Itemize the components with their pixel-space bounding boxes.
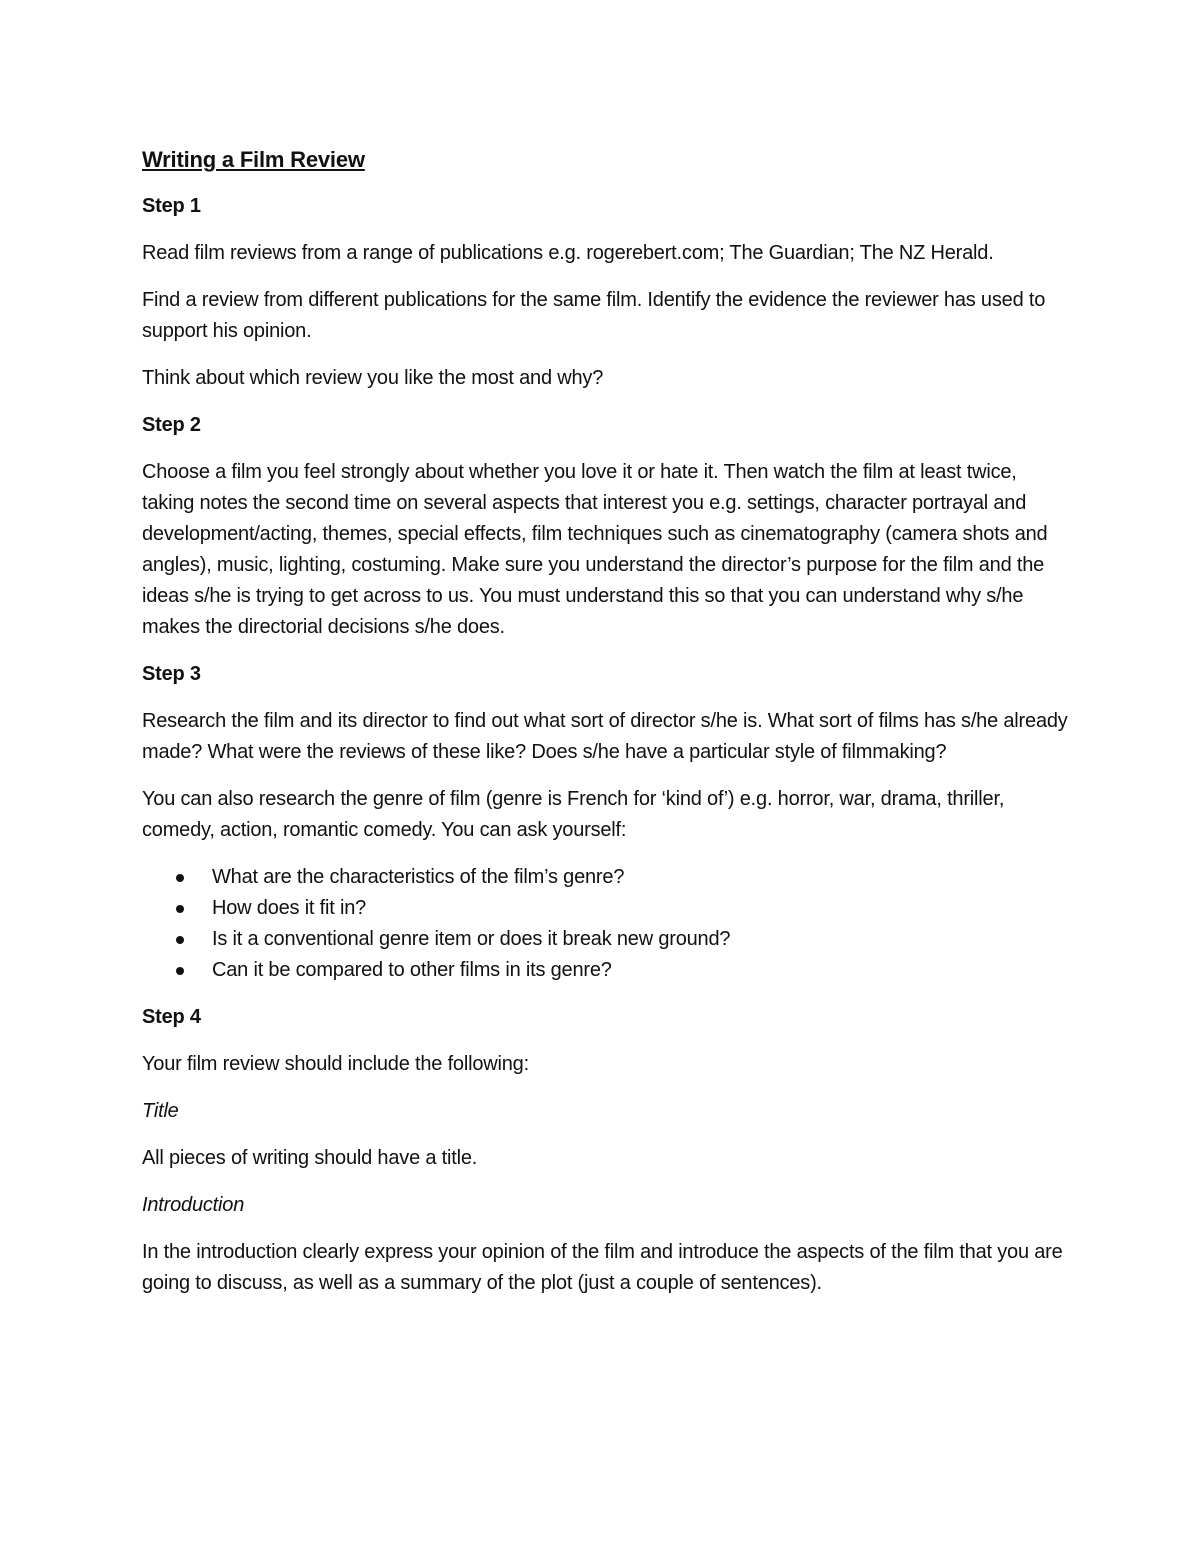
step-4-heading: Step 4 bbox=[142, 1006, 201, 1028]
page-title: Writing a Film Review bbox=[142, 147, 365, 172]
step-1-paragraph-3: Think about which review you like the most and why? bbox=[142, 367, 604, 389]
step-1-heading: Step 1 bbox=[142, 195, 201, 217]
list-item bbox=[142, 924, 1072, 955]
introduction-description: In the introduction clearly express your opinion of the film and introduce the aspects of the film that you are going to discuss, as well as a summary of the plot (just a couple of sentences). bbox=[142, 1241, 1063, 1294]
bullet-icon bbox=[176, 936, 184, 944]
list-item-text: What are the characteristics of the film’s genre? bbox=[212, 866, 625, 888]
bullet-icon bbox=[176, 967, 184, 975]
step-4-paragraph-1: Your film review should include the following: bbox=[142, 1053, 529, 1075]
title-description: All pieces of writing should have a title. bbox=[142, 1147, 478, 1169]
list-item bbox=[142, 862, 1072, 893]
list-item bbox=[142, 893, 1072, 924]
document-body bbox=[142, 144, 1072, 1315]
subheading-title: Title bbox=[142, 1100, 179, 1122]
bullet-icon bbox=[176, 874, 184, 882]
step-1-paragraph-2: Find a review from different publications for the same film. Identify the evidence the reviewer has used to support his opinion. bbox=[142, 289, 1046, 342]
list-item bbox=[142, 955, 1072, 986]
step-3-paragraph-1: Research the film and its director to find out what sort of director s/he is. What sort of films has s/he already made? What were the reviews of these like? Does s/he have a particular style of filmmaking? bbox=[142, 710, 1068, 763]
subheading-introduction: Introduction bbox=[142, 1194, 245, 1216]
step-2-paragraph-1: Choose a film you feel strongly about whether you love it or hate it. Then watch the film at least twice, taking notes the second time on several aspects that interest you e.g. settings, character portrayal and development/acting, themes, special effects, film techniques such as cinematography (camera shots and angles), music, lighting, costuming. Make sure you understand the director’s purpose for the film and the ideas s/he is trying to get across to us. You must understand this so that you can understand why s/he makes the directorial decisions s/he does. bbox=[142, 461, 1048, 638]
step-3-heading: Step 3 bbox=[142, 663, 201, 685]
list-item-text: Can it be compared to other films in its genre? bbox=[212, 959, 612, 981]
list-item-text: Is it a conventional genre item or does it break new ground? bbox=[212, 928, 731, 950]
step-3-paragraph-2: You can also research the genre of film (genre is French for ‘kind of’) e.g. horror, war, drama, thriller, comedy, action, romantic comedy. You can ask yourself: bbox=[142, 788, 1005, 841]
step-1-paragraph-1: Read film reviews from a range of publications e.g. rogerebert.com; The Guardian; The NZ Herald. bbox=[142, 242, 994, 264]
step-2-heading: Step 2 bbox=[142, 414, 201, 436]
bullet-icon bbox=[176, 905, 184, 913]
list-item-text: How does it fit in? bbox=[212, 897, 367, 919]
genre-questions-list bbox=[142, 862, 1072, 986]
